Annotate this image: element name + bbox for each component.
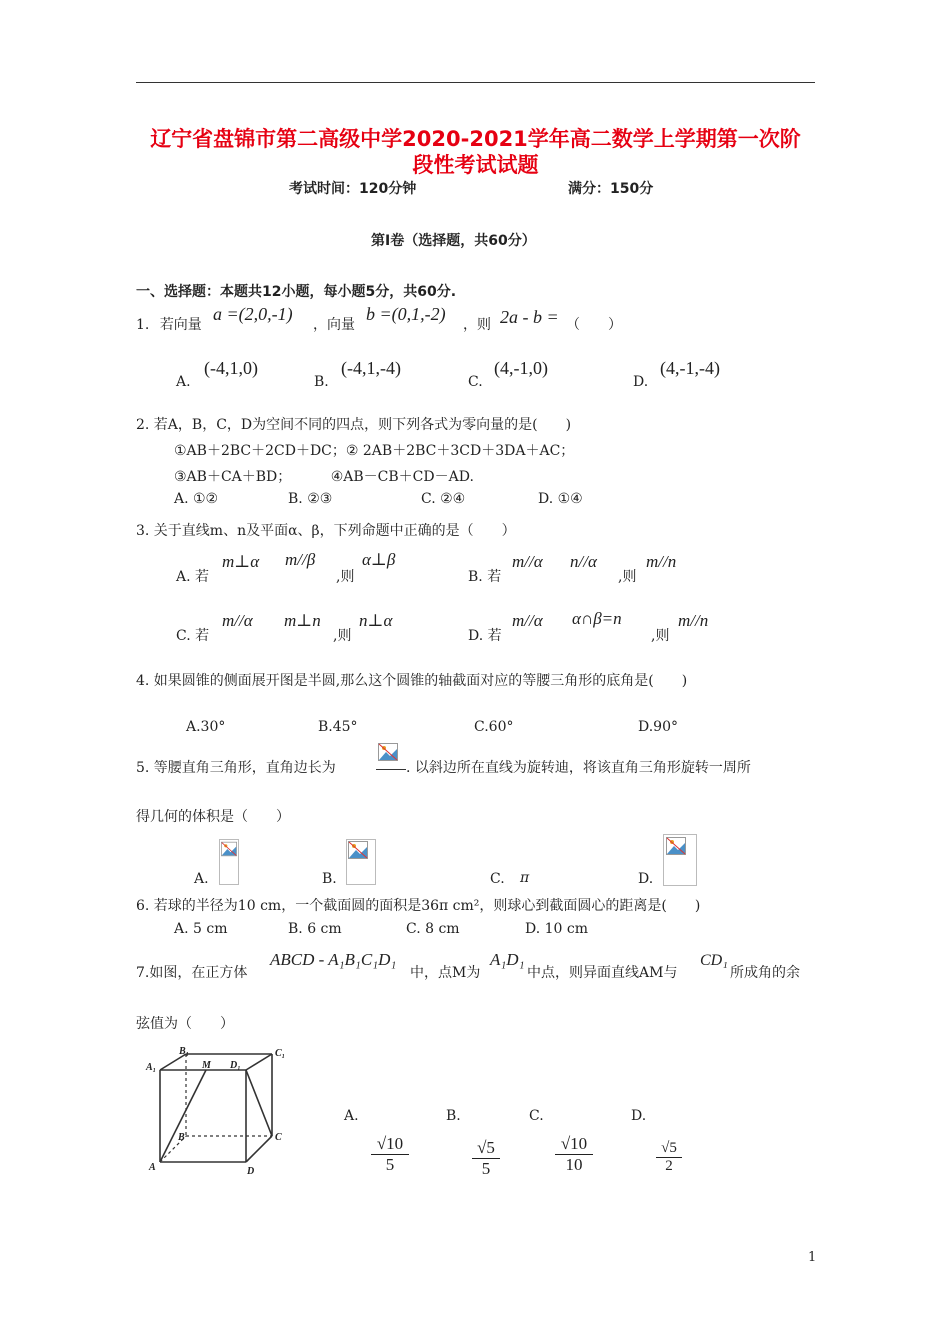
q5-broken-image <box>376 741 406 770</box>
q3-stem: 3. 关于直线m、n及平面α、β，下列命题中正确的是（ ） <box>136 523 516 539</box>
q4-option-d: D.90° <box>638 719 678 735</box>
cube-figure <box>144 1046 294 1176</box>
q1-vector-b: b =(0,1,-2) <box>366 304 446 324</box>
q1-number: 1. <box>136 317 150 333</box>
q1-option-a-label: A. <box>176 374 191 390</box>
q7-answer-b-numerator: √5 <box>472 1138 500 1159</box>
q3-option-a-expr-3: α⊥β <box>362 550 396 569</box>
q3-option-d-label: D. 若 <box>468 628 502 644</box>
exam-title-line1: 辽宁省盘锦市第二高级中学2020-2021学年高二数学上学期第一次阶 <box>150 127 801 151</box>
q5-option-c-label: C. <box>490 871 505 887</box>
q3-option-a-expr-1: m⊥α <box>222 552 260 571</box>
q7-text-4: 所成角的余 <box>730 965 800 981</box>
q2-line-1: ①AB＋2BC＋2CD＋DC；② 2AB＋2BC＋3CD＋3DA＋AC； <box>174 443 575 459</box>
q7-text-5: 弦值为（ ） <box>136 1016 234 1032</box>
q5-option-b-label: B. <box>322 871 337 887</box>
q1-option-d-value: (4,-1,-4) <box>660 358 720 378</box>
page-number: 1 <box>808 1250 817 1265</box>
q5-stem-b: . 以斜边所在直线为旋转迪，将该直角三角形旋转一周所 <box>406 760 751 776</box>
q2-option-a: A. ①② <box>174 491 219 507</box>
question-1 <box>136 314 202 334</box>
q3-option-d-expr-3: m//n <box>678 611 709 630</box>
q5-option-a-image <box>219 839 239 885</box>
q6-option-d: D. 10 cm <box>525 921 589 937</box>
q1-option-b-label: B. <box>314 374 329 390</box>
q1-option-c-label: C. <box>468 374 483 390</box>
q7-option-b-label: B. <box>446 1108 461 1124</box>
broken-image-icon <box>221 841 237 857</box>
q1-option-b-value: (-4,1,-4) <box>341 358 401 378</box>
q1-option-d-label: D. <box>633 374 649 390</box>
q3-option-c-label: C. 若 <box>176 628 210 644</box>
q3-option-a-then: ,则 <box>336 569 355 585</box>
q7-answer-c-numerator: √10 <box>555 1134 593 1155</box>
q1-option-a-value: (-4,1,0) <box>204 358 258 378</box>
broken-image-icon <box>378 743 398 761</box>
q7-answer-a-numerator: √10 <box>371 1134 409 1155</box>
q2-option-d: D. ①④ <box>538 491 583 507</box>
q7-answer-b <box>472 1138 500 1179</box>
q7-answer-a <box>371 1134 409 1175</box>
broken-image-icon <box>666 837 686 855</box>
q1-text-3: ，则 <box>463 317 491 333</box>
q3-option-c-expr-2: m⊥n <box>284 611 321 630</box>
q6-option-c: C. 8 cm <box>406 921 460 937</box>
q3-option-d-expr-2: α∩β=n <box>572 609 622 628</box>
q7-cube-name: ABCD - A₁B₁C₁D₁ <box>270 950 397 969</box>
q3-option-b-expr-1: m//α <box>512 552 543 571</box>
q3-option-b-expr-3: m//n <box>646 552 677 571</box>
q5-option-c-value: π <box>520 870 530 886</box>
q1-text-1: 若向量 <box>159 317 202 333</box>
exam-time: 考试时间：120分钟 <box>289 181 417 197</box>
q7-answer-a-denominator: 5 <box>385 1155 395 1174</box>
q3-option-b-label: B. 若 <box>468 569 502 585</box>
q4-option-b: B.45° <box>318 719 358 735</box>
q1-vector-a: a =(2,0,-1) <box>213 304 293 324</box>
q4-option-a: A.30° <box>186 719 226 735</box>
q6-option-b: B. 6 cm <box>288 921 342 937</box>
q7-answer-d-denominator: 2 <box>665 1158 673 1174</box>
q5-option-b-image <box>346 839 376 885</box>
vertex-m-label: M <box>202 1060 211 1071</box>
q7-text-3: 中点，则异面直线AM与 <box>527 965 678 981</box>
broken-image-icon <box>348 841 368 859</box>
q3-option-a-expr-2: m//β <box>285 550 316 569</box>
q2-line-2: ③AB＋CA＋BD； ④AB－CB＋CD－AD. <box>174 469 474 485</box>
q3-option-b-then: ,则 <box>618 569 637 585</box>
q7-answer-c-denominator: 10 <box>565 1155 583 1174</box>
q6-option-a: A. 5 cm <box>174 921 228 937</box>
q1-text-4: （ ） <box>566 317 622 333</box>
vertex-c1-label: C₁ <box>275 1048 286 1059</box>
vertex-d-label: D <box>247 1166 255 1176</box>
vertex-a1-label: A₁ <box>146 1062 157 1073</box>
vertex-d1-label: D₁ <box>230 1060 241 1071</box>
q7-answer-d <box>656 1140 682 1175</box>
q7-answer-d-numerator: √5 <box>656 1140 682 1158</box>
q5-option-d-label: D. <box>638 871 654 887</box>
q7-answer-c <box>555 1134 593 1175</box>
q7-midpoint-segment: A₁D₁ <box>490 950 525 969</box>
q2-option-b: B. ②③ <box>288 491 333 507</box>
q1-option-c-value: (4,-1,0) <box>494 358 548 378</box>
q2-stem: 2. 若A，B，C，D为空间不同的四点，则下列各式为零向量的是( ) <box>136 417 572 433</box>
q7-option-c-label: C. <box>529 1108 544 1124</box>
exam-score: 满分：150分 <box>568 181 654 197</box>
vertex-a-label: A <box>149 1162 156 1173</box>
q3-option-c-then: ,则 <box>333 628 352 644</box>
q4-stem: 4. 如果圆锥的侧面展开图是半圆,那么这个圆锥的轴截面对应的等腰三角形的底角是( ) <box>136 673 688 689</box>
q3-option-a-label: A. 若 <box>176 569 210 585</box>
q7-line-cd1: CD₁ <box>700 952 728 969</box>
q5-option-d-image <box>663 834 697 886</box>
q6-stem: 6. 若球的半径为10 cm，一个截面圆的面积是36π cm²，则球心到截面圆心的距离是( ) <box>136 898 701 914</box>
q7-option-d-label: D. <box>631 1108 647 1124</box>
header-rule <box>136 82 815 83</box>
vertex-c-label: C <box>275 1132 282 1143</box>
q3-option-c-expr-1: m//α <box>222 611 253 630</box>
q5-stem-c: 得几何的体积是（ ） <box>136 809 290 825</box>
q7-option-a-label: A. <box>344 1108 359 1124</box>
q5-stem-a: 5. 等腰直角三角形，直角边长为 <box>136 760 336 776</box>
q3-option-d-then: ,则 <box>651 628 670 644</box>
q1-text-2: ，向量 <box>313 317 355 333</box>
q7-answer-b-denominator: 5 <box>481 1159 491 1178</box>
section-heading: 一、选择题：本题共12小题，每小题5分，共60分. <box>136 284 457 300</box>
q4-option-c: C.60° <box>474 719 514 735</box>
vertex-b1-label: B₁ <box>179 1046 190 1057</box>
exam-title-line2: 段性考试试题 <box>412 153 539 177</box>
q7-text-1: 7.如图，在正方体 <box>136 965 248 981</box>
q1-expression: 2a - b = <box>500 307 559 327</box>
volume-heading: 第Ⅰ卷（选择题，共60分） <box>371 233 536 249</box>
vertex-b-label: B <box>178 1132 185 1143</box>
q5-option-a-label: A. <box>194 871 209 887</box>
q3-option-b-expr-2: n//α <box>570 552 597 571</box>
q3-option-d-expr-1: m//α <box>512 611 543 630</box>
q2-option-c: C. ②④ <box>421 491 466 507</box>
q7-text-2: 中，点M为 <box>410 965 481 981</box>
q3-option-c-expr-3: n⊥α <box>359 611 393 630</box>
